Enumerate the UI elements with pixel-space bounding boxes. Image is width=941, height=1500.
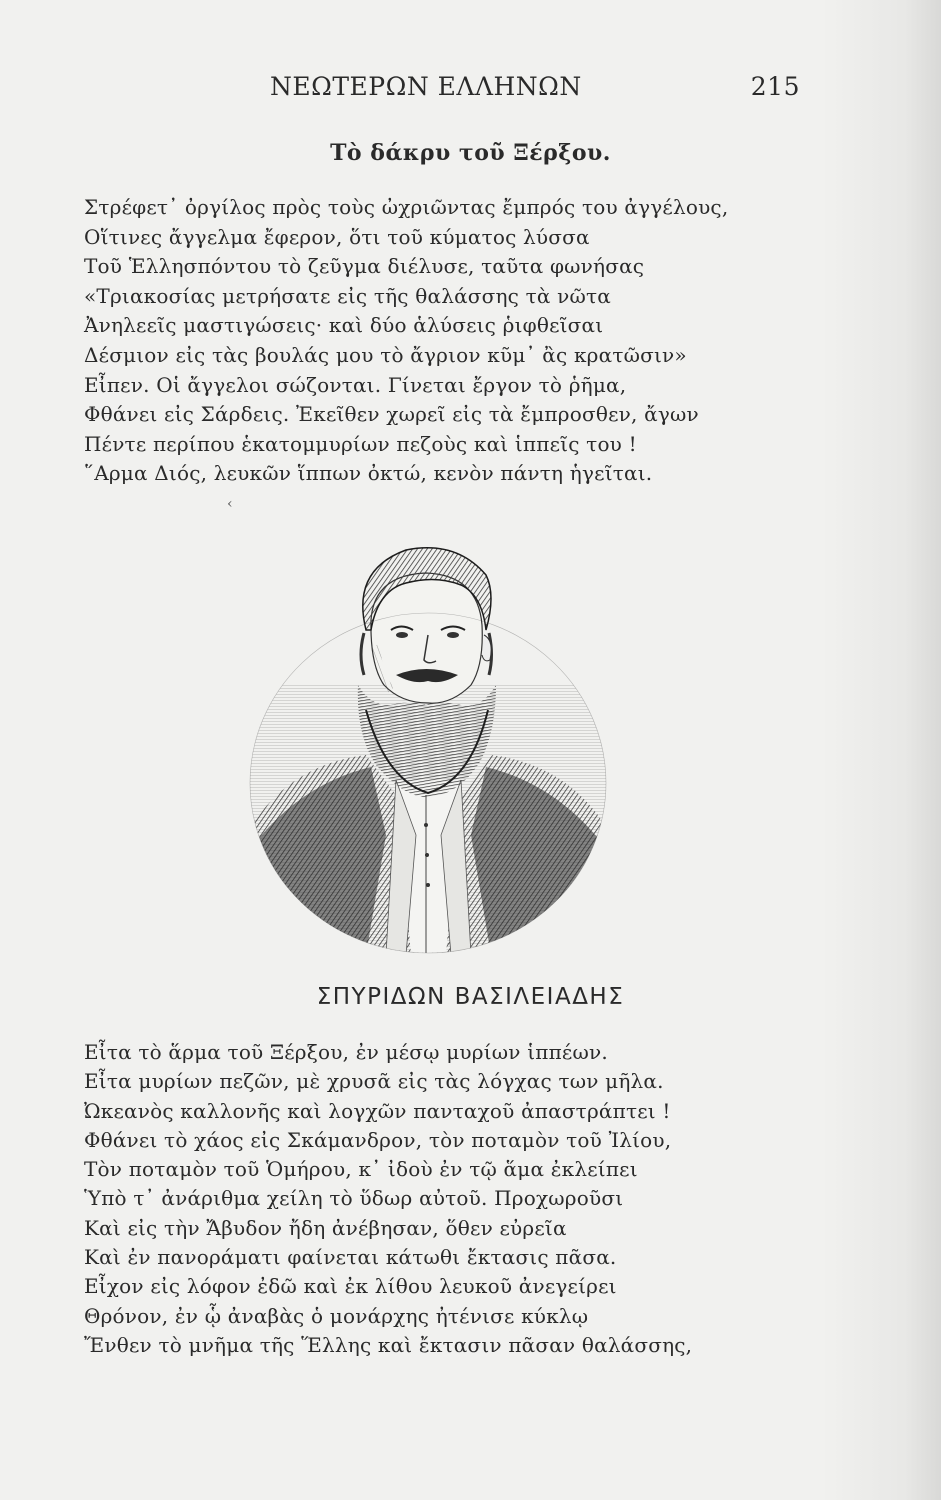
poem-line: Φθάνει τὸ χάος εἰς Σκάμανδρον, τὸν ποταμὸν τοῦ Ἰλίου, — [84, 1127, 672, 1152]
poem-line: Ἔνθεν τὸ μνῆμα τῆς Ἕλλης καὶ ἔκτασιν πᾶσαν θαλάσσης, — [84, 1332, 693, 1357]
poem-line: Καὶ ἐν πανοράματι φαίνεται κάτωθι ἔκτασις πᾶσα. — [84, 1245, 617, 1270]
page-edge-shadow — [821, 0, 941, 1500]
poem-line: Πέντε περίπου ἑκατομμυρίων πεζοὺς καὶ ἱππεῖς του ! — [84, 431, 637, 456]
portrait-engraving — [246, 535, 611, 955]
poem-line: Ὠκεανὸς καλλονῆς καὶ λογχῶν πανταχοῦ ἀπαστράπτει ! — [84, 1098, 671, 1123]
poem-title: Τὸ δάκρυ τοῦ Ξέρξου. — [330, 140, 611, 166]
poem-line: Δέσμιον εἰς τὰς βουλάς μου τὸ ἄγριον κῦμ᾽ ἂς κρατῶσιν» — [84, 342, 687, 367]
poem-line: Τὸν ποταμὸν τοῦ Ὁμήρου, κ᾽ ἰδοὺ ἐν τῷ ἅμα ἐκλείπει — [84, 1157, 638, 1182]
poem-stanza-1 — [84, 193, 804, 489]
portrait-caption: ΣΠΥΡΙΔΩΝ ΒΑΣΙΛΕΙΑΔΗΣ — [316, 984, 625, 1010]
poem-line: Εἶτα τὸ ἅρμα τοῦ Ξέρξου, ἐν μέσῳ μυρίων ἱππέων. — [84, 1040, 608, 1064]
poem-line: Εἶτα μυρίων πεζῶν, μὲ χρυσᾶ εἰς τὰς λόγχας των μῆλα. — [84, 1069, 664, 1094]
poem-line: Στρέφετ᾽ ὀργίλος πρὸς τοὺς ὠχριῶντας ἔμπρός του ἀγγέλους, — [84, 195, 729, 219]
poem-line: Ὑπὸ τ᾽ ἀνάριθμα χείλη τὸ ὕδωρ αὐτοῦ. Προχωροῦσι — [84, 1186, 624, 1211]
poem-line: Εἶπεν. Οἱ ἄγγελοι σώζονται. Γίνεται ἔργον τὸ ῥῆμα, — [84, 372, 627, 397]
poem-line: Εἶχον εἰς λόφον ἐδῶ καὶ ἐκ λίθου λευκοῦ ἀνεγείρει — [84, 1274, 617, 1299]
poem-line: «Τριακοσίας μετρήσατε εἰς τῆς θαλάσσης τὰ νῶτα — [84, 283, 611, 308]
running-title: ΝΕΩΤΕΡΩΝ ΕΛΛΗΝΩΝ — [270, 72, 582, 101]
poem-stanza-2 — [84, 1038, 804, 1360]
poem-line: Ἀνηλεεῖς μαστιγώσεις· καὶ δύο ἁλύσεις ῥιφθεῖσαι — [84, 313, 604, 338]
poem-line: Τοῦ Ἑλλησπόντου τὸ ζεῦγμα διέλυσε, ταῦτα φωνήσας — [84, 254, 645, 279]
poem-line: Καὶ εἰς τὴν Ἄβυδον ἤδη ἀνέβησαν, ὅθεν εὐρεῖα — [84, 1215, 567, 1240]
poem-line: Θρόνον, ἐν ᾧ ἀναβὰς ὁ μονάρχης ἠτένισε κύκλῳ — [84, 1303, 589, 1328]
running-header — [240, 70, 800, 110]
poem-line: Φθάνει εἰς Σάρδεις. Ἐκεῖθεν χωρεῖ εἰς τὰ ἔμπροσθεν, ἄγων — [84, 402, 699, 427]
poem-line: ῞Αρμα Διός, λευκῶν ἵππων ὀκτώ, κενὸν πάντη ἡγεῖται. — [84, 461, 653, 486]
poem-line: Οἵτινες ἄγγελμα ἔφερον, ὅτι τοῦ κύματος λύσσα — [84, 224, 590, 249]
stray-ink-mark: ‹ — [227, 496, 233, 512]
page-number: 215 — [750, 72, 800, 101]
